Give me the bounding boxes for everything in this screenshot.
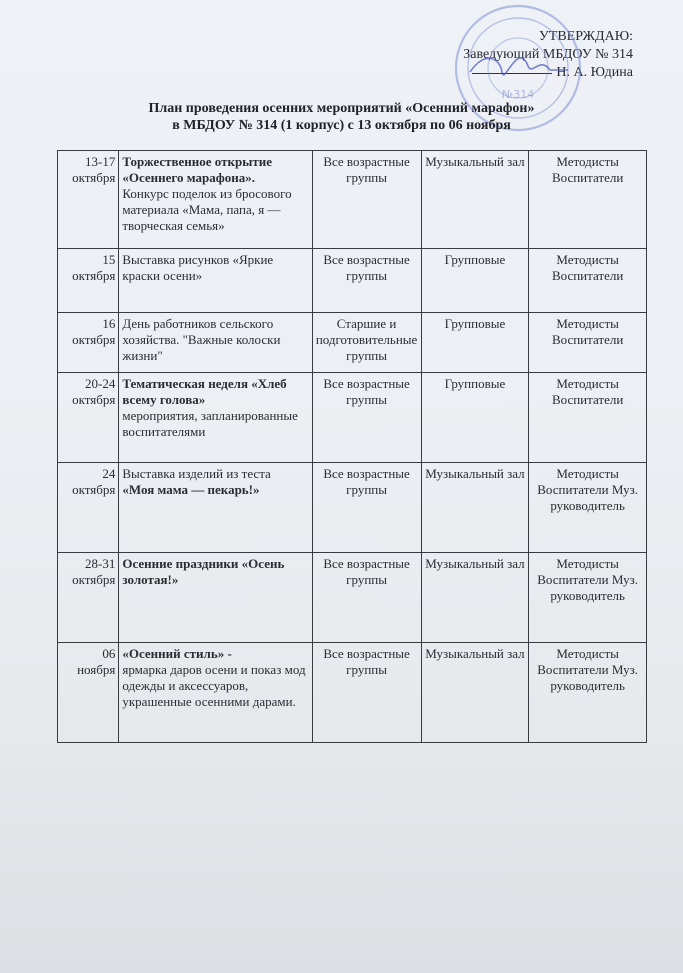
event-title: Тематическая неделя «Хлеб всему голова» (122, 376, 287, 407)
date-cell: 13-17 октября (58, 151, 119, 249)
groups-cell: Все возрастные группы (312, 151, 421, 249)
responsible-cell: Методисты Воспитатели Муз. руководитель (529, 463, 647, 553)
date-cell: 20-24 октября (58, 373, 119, 463)
date-cell: 24 октября (58, 463, 119, 553)
approval-position: Заведующий МБДОУ № 314 (463, 47, 633, 62)
approval-name: Н. А. Юдина (556, 65, 633, 80)
table-row (58, 151, 647, 249)
responsible-cell: Методисты Воспитатели (529, 373, 647, 463)
responsible-cell: Методисты Воспитатели Муз. руководитель (529, 553, 647, 643)
event-description: Выставка изделий из теста (122, 466, 271, 481)
stamp-number: №314 (501, 88, 535, 101)
groups-cell: Все возрастные группы (312, 373, 421, 463)
document-title (0, 100, 683, 134)
event-description: День работников сельского хозяйства. "Важные колоски жизни" (122, 316, 281, 363)
approval-signature-line (463, 64, 633, 82)
event-cell (119, 313, 312, 373)
groups-cell: Все возрастные группы (312, 643, 421, 743)
table-row (58, 313, 647, 373)
event-cell (119, 553, 312, 643)
events-table (57, 150, 647, 743)
event-title: Торжественное открытие «Осеннего марафона». (122, 154, 273, 185)
groups-cell: Все возрастные группы (312, 463, 421, 553)
place-cell: Музыкальный зал (421, 151, 529, 249)
table-row (58, 373, 647, 463)
title-line-1: План проведения осенних мероприятий «Осенний марафон» (148, 101, 535, 116)
event-description: ярмарка даров осени и показ мод одежды и аксессуаров, украшенные осенними дарами. (122, 662, 306, 709)
place-cell: Музыкальный зал (421, 463, 529, 553)
responsible-cell: Методисты Воспитатели (529, 313, 647, 373)
groups-cell: Старшие и подготовительные группы (312, 313, 421, 373)
event-cell (119, 249, 312, 313)
place-cell: Групповые (421, 249, 529, 313)
responsible-cell: Методисты Воспитатели Муз. руководитель (529, 643, 647, 743)
event-description: Выставка рисунков «Яркие краски осени» (122, 252, 274, 283)
place-cell: Музыкальный зал (421, 553, 529, 643)
place-cell: Групповые (421, 373, 529, 463)
date-cell: 28-31 октября (58, 553, 119, 643)
table-row (58, 643, 647, 743)
approval-block (463, 28, 633, 82)
table-row (58, 463, 647, 553)
place-cell: Групповые (421, 313, 529, 373)
event-cell (119, 151, 312, 249)
date-cell: 06 ноября (58, 643, 119, 743)
responsible-cell: Методисты Воспитатели (529, 249, 647, 313)
groups-cell: Все возрастные группы (312, 553, 421, 643)
event-cell (119, 643, 312, 743)
event-title: «Моя мама — пекарь!» (122, 482, 260, 497)
event-description: Конкурс поделок из бросового материала «Мама, папа, я — творческая семья» (122, 186, 292, 233)
title-line-2: в МБДОУ № 314 (1 корпус) с 13 октября по 06 ноября (172, 118, 511, 133)
groups-cell: Все возрастные группы (312, 249, 421, 313)
responsible-cell: Методисты Воспитатели (529, 151, 647, 249)
event-cell (119, 373, 312, 463)
table-row (58, 249, 647, 313)
table-row (58, 553, 647, 643)
place-cell: Музыкальный зал (421, 643, 529, 743)
date-cell: 16 октября (58, 313, 119, 373)
event-title: Осенние праздники «Осень золотая!» (122, 556, 285, 587)
event-cell (119, 463, 312, 553)
date-cell: 15 октября (58, 249, 119, 313)
approval-heading: УТВЕРЖДАЮ: (538, 29, 633, 44)
event-title: «Осенний стиль» - (122, 646, 232, 661)
event-description: мероприятия, запланированные воспитателями (122, 408, 298, 439)
